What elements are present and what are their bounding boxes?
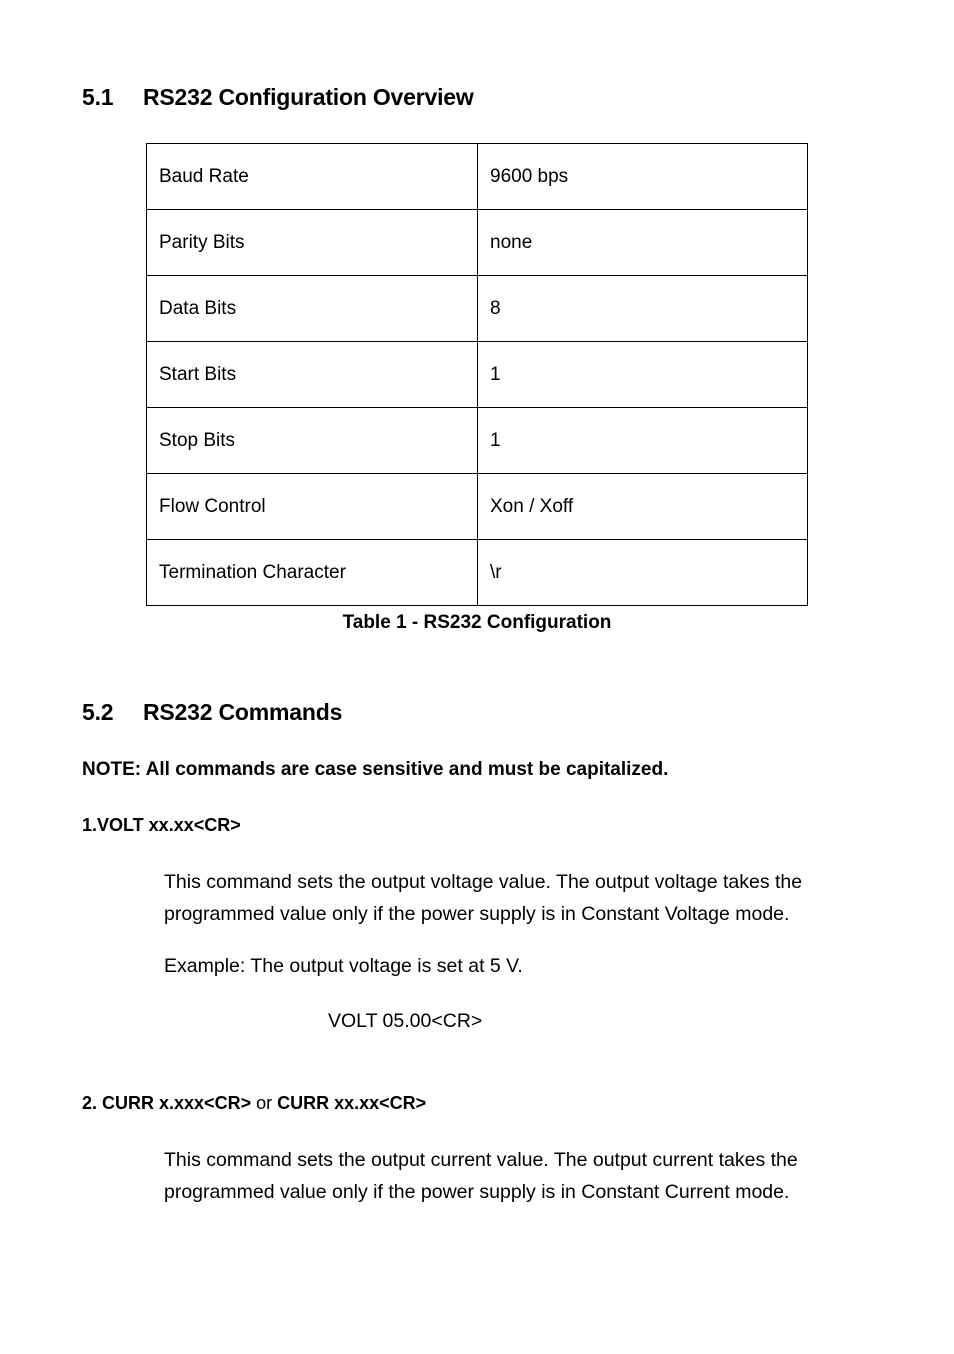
- curr-description: [164, 1144, 864, 1208]
- config-value: 1: [478, 342, 808, 408]
- table-row: [147, 474, 808, 540]
- config-label: Baud Rate: [147, 144, 478, 210]
- config-value: \r: [478, 540, 808, 606]
- rs232-config-table: [146, 143, 808, 606]
- command-form-2: CURR xx.xx<CR>: [277, 1093, 427, 1113]
- section-heading-5-1: [82, 84, 474, 111]
- or-text: or: [251, 1093, 278, 1113]
- description-line: programmed value only if the power supply is in Constant Current mode.: [164, 1181, 790, 1203]
- section-title: RS232 Configuration Overview: [143, 84, 474, 110]
- config-value: 1: [478, 408, 808, 474]
- volt-description: [164, 866, 864, 930]
- section-number: 5.2: [82, 699, 114, 725]
- config-label: Stop Bits: [147, 408, 478, 474]
- table-row: [147, 408, 808, 474]
- section-heading-5-2: [82, 699, 342, 726]
- section-title: RS232 Commands: [143, 699, 343, 725]
- table-row: [147, 342, 808, 408]
- table-row: [147, 276, 808, 342]
- command-form-1: 2. CURR x.xxx<CR>: [82, 1093, 252, 1113]
- config-label: Termination Character: [147, 540, 478, 606]
- config-label: Flow Control: [147, 474, 478, 540]
- config-value: Xon / Xoff: [478, 474, 808, 540]
- config-value: 8: [478, 276, 808, 342]
- config-value: 9600 bps: [478, 144, 808, 210]
- config-label: Parity Bits: [147, 210, 478, 276]
- table-row: [147, 144, 808, 210]
- description-line: This command sets the output current value. The output current takes the: [164, 1149, 798, 1171]
- volt-example: Example: The output voltage is set at 5 V.: [164, 955, 523, 977]
- section-number: 5.1: [82, 84, 114, 110]
- description-line: This command sets the output voltage value. The output voltage takes the: [164, 871, 803, 893]
- command-heading-curr: [82, 1093, 426, 1114]
- command-heading-volt: 1.VOLT xx.xx<CR>: [82, 815, 241, 835]
- volt-example-command: VOLT 05.00<CR>: [328, 1010, 483, 1032]
- config-value: none: [478, 210, 808, 276]
- case-sensitivity-note: NOTE: All commands are case sensitive and must be capitalized.: [82, 759, 669, 780]
- config-label: Data Bits: [147, 276, 478, 342]
- table-row: [147, 540, 808, 606]
- table-row: [147, 210, 808, 276]
- table-caption: Table 1 - RS232 Configuration: [342, 612, 612, 633]
- config-label: Start Bits: [147, 342, 478, 408]
- description-line: programmed value only if the power supply is in Constant Voltage mode.: [164, 903, 790, 925]
